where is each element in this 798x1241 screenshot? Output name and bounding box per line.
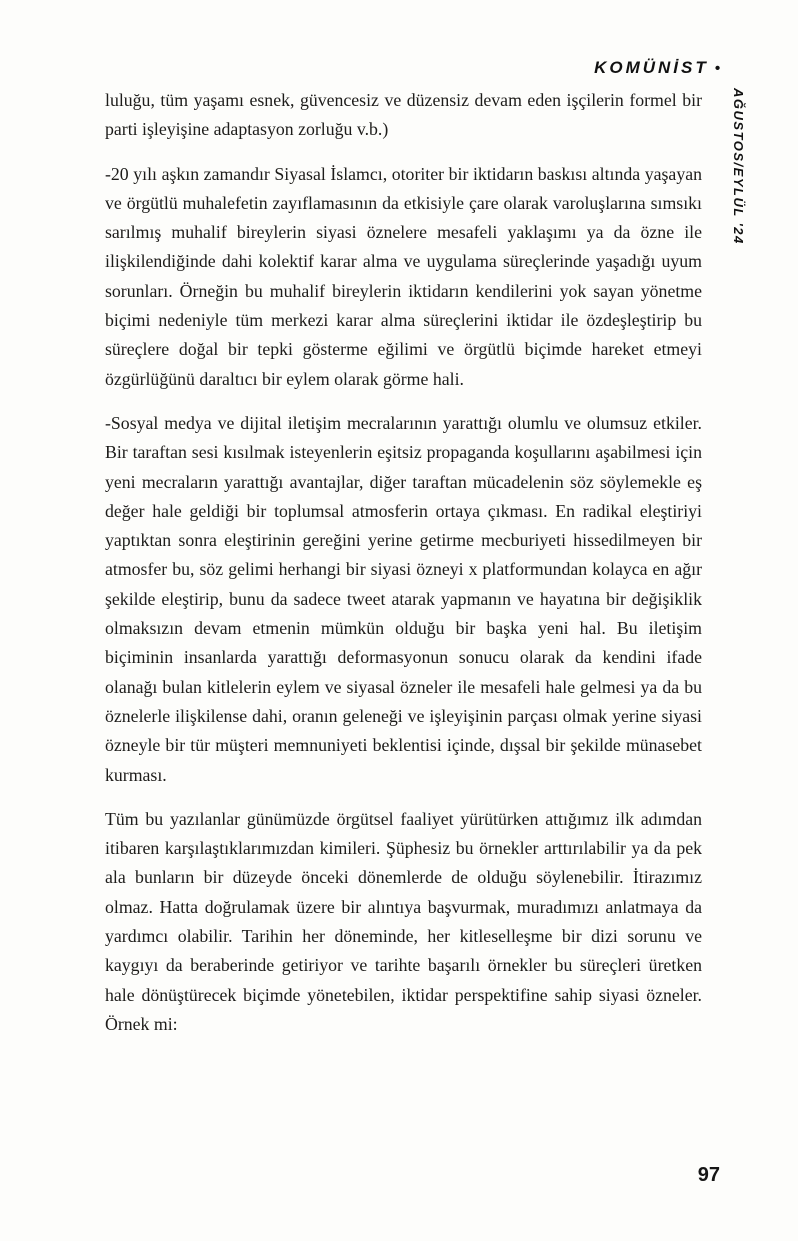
paragraph-political-islam: -20 yılı aşkın zamandır Siyasal İslamcı, otoriter bir iktidarın baskısı altında yaşayan ve örgütlü muhalefetin zayıflamasının da etkisiyle çare olarak varoluşlarına sımsıkı sarılmış muhalif bireylerin siyasi öznelere mesafeli yaklaşımı ya da özne ile ilişkilendiğinde dahi kolektif karar alma ve uygulama süreçlerinde yaşadığı uyum sorunları. Örneğin bu muhalif bireylerin iktidarın kendilerini yok sayan yönetme biçimi nedeniyle tüm merkezi karar alma süreçlerini iktidar ile özdeşleştirip bu süreçlere doğal bir tepki gösterme eğilimi ve örgütlü biçimde hareket etmeyi özgürlüğünü daraltıcı bir eylem olarak görme hali.	[105, 163, 702, 389]
magazine-title: KOMÜNİST	[594, 58, 709, 77]
title-bullet-icon: •	[714, 60, 720, 77]
paragraph-conclusion: Tüm bu yazılanlar günümüzde örgütsel faaliyet yürütürken attığımız ilk adımdan itibaren karşılaştıklarımızdan kimileri. Şüphesiz bu örnekler arttırılabilir ya da pek ala bunların bir düzeyde önceki dönemlerde de olduğu söylenebilir. İtirazımız olmaz. Hatta doğrulamak üzere bir alıntıya başvurmak, muradımızı anlatmaya da yardımcı olabilir. Tarihin her döneminde, her kitleselleşme bir dizi sorunu ve kaygıyı da beraberinde getiriyor ve tarihte başarılı örnekler bu süreçleri üretken hale dönüştürecek biçimde yönetebilen, iktidar perspektifine sahip siyasi özneler. Örnek mi:	[105, 808, 702, 1034]
article-body	[105, 86, 702, 1039]
page-header	[594, 58, 720, 78]
issue-date-vertical: AĞUSTOS/EYLÜL '24	[731, 88, 746, 245]
paragraph-continuation: luluğu, tüm yaşamı esnek, güvencesiz ve düzensiz devam eden işçilerin formel bir parti işleyişine adaptasyon zorluğu v.b.)	[105, 90, 702, 140]
page-number: 97	[697, 1164, 720, 1186]
paragraph-social-media: -Sosyal medya ve dijital iletişim mecralarının yarattığı olumlu ve olumsuz etkiler. Bir taraftan sesi kısılmak isteyenlerin eşitsiz propaganda koşullarını aşabilmesi için yeni mecraların yarattığı avantajlar, diğer taraftan mücadelenin söz söylemekle eş değer hale geldiği bir toplumsal atmosferin ortaya çıkması. En radikal eleştiriyi yaptıktan sonra eleştirinin gereğini yerine getirme mecburiyeti hissedilmeyen bir atmosfer bu, söz gelimi herhangi bir siyasi özneyi x platformundan kolayca en ağır şekilde eleştirip, bunu da sadece tweet atarak yapmanın ve hayatına bir değişiklik olmaksızın devam etmenin mümkün olduğu bir başka yeni hal. Bu iletişim biçiminin insanlarda yarattığı deformasyonun sonucu olarak da kendini ifade olanağı bulan kitlelerin eylem ve siyasal özneler ile mesafeli hale gelmesi ya da bu öznelerle ilişkilense dahi, oranın geleneği ve işleyişinin parçası olmak yerine siyasi özneyle bir tür müşteri memnuniyeti beklentisi içinde, dışsal bir şekilde münasebet kurması.	[105, 412, 702, 785]
